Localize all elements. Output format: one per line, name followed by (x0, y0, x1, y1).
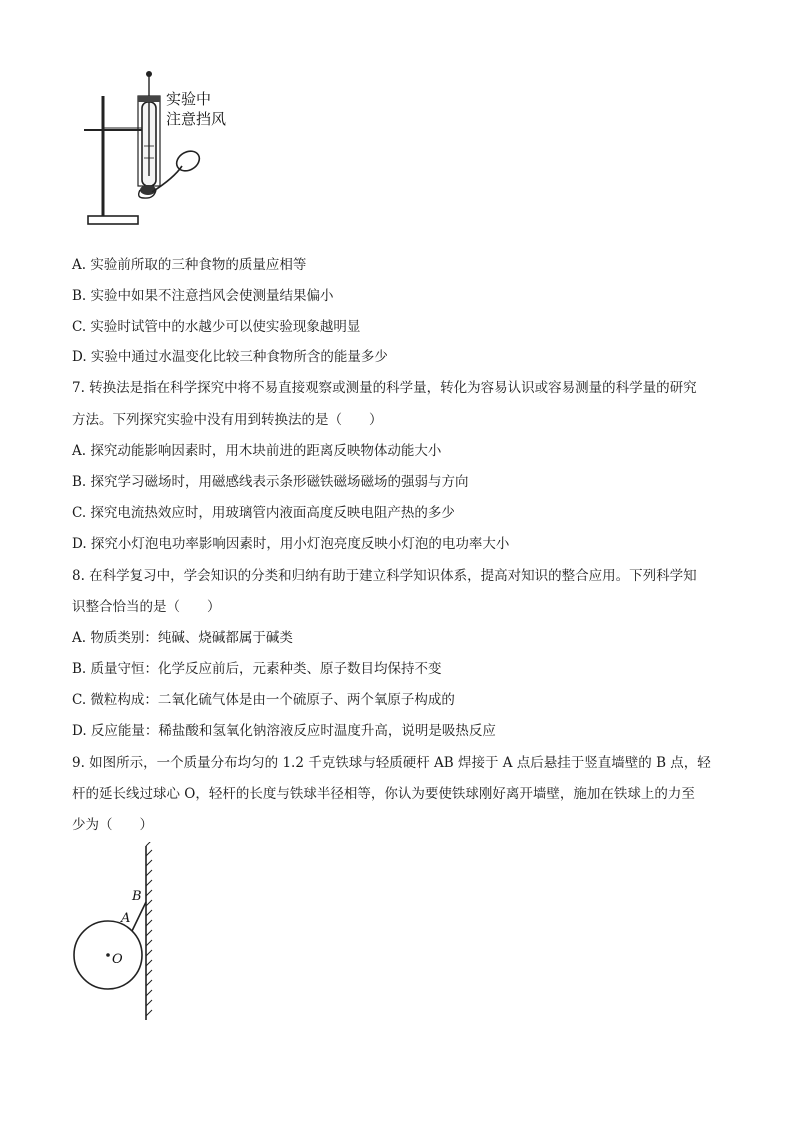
q7-option-c: C. 探究电流热效应时，用玻璃管内液面高度反映电阻产热的多少 (72, 505, 455, 521)
iron-ball-wall-figure (66, 842, 166, 1024)
q8-option-d: D. 反应能量：稀盐酸和氢氧化钠溶液反应时温度升高，说明是吸热反应 (72, 723, 496, 739)
q7-stem-line1: 7. 转换法是指在科学探究中将不易直接观察或测量的科学量，转化为容易认识或容易测量的科学量的研究 (72, 380, 697, 396)
label-b: B (132, 889, 142, 904)
q6-option-b: B. 实验中如果不注意挡风会使测量结果偏小 (72, 288, 334, 304)
q7-option-b: B. 探究学习磁场时，用磁感线表示条形磁铁磁场磁场的强弱与方向 (72, 474, 469, 490)
q7-stem-line2: 方法。下列探究实验中没有用到转换法的是（ ） (72, 412, 383, 428)
q9-stem-line2: 杆的延长线过球心 O，轻杆的长度与铁球半径相等，你认为要使铁球刚好离开墙壁，施加在铁球上的力至 (72, 786, 695, 802)
q9-stem-line3: 少为（ ） (72, 817, 153, 833)
q8-option-a: A. 物质类别：纯碱、烧碱都属于碱类 (72, 630, 293, 646)
q9-stem-line1: 9. 如图所示，一个质量分布均匀的 1.2 千克铁球与轻质硬杆 AB 焊接于 A 点后悬挂于竖直墙壁的 B 点，轻 (72, 755, 711, 771)
figure-caption-line2: 注意挡风 (166, 110, 227, 128)
experiment-apparatus-figure (78, 66, 248, 232)
q7-option-d: D. 探究小灯泡电功率影响因素时，用小灯泡亮度反映小灯泡的电功率大小 (72, 536, 510, 552)
q6-option-d: D. 实验中通过水温变化比较三种食物所含的能量多少 (72, 349, 388, 365)
q8-option-b: B. 质量守恒：化学反应前后，元素种类、原子数目均保持不变 (72, 661, 442, 677)
q6-option-a: A. 实验前所取的三种食物的质量应相等 (72, 257, 307, 273)
label-o: O (112, 952, 123, 967)
q8-option-c: C. 微粒构成：二氧化硫气体是由一个硫原子、两个氧原子构成的 (72, 692, 455, 708)
q7-option-a: A. 探究动能影响因素时，用木块前进的距离反映物体动能大小 (72, 443, 442, 459)
q6-option-c: C. 实验时试管中的水越少可以使实验现象越明显 (72, 319, 361, 335)
q8-stem-line1: 8. 在科学复习中，学会知识的分类和归纳有助于建立科学知识体系，提高对知识的整合应用。下列科学知 (72, 568, 697, 584)
q8-stem-line2: 识整合恰当的是（ ） (72, 599, 221, 615)
label-a: A (121, 911, 131, 926)
figure-caption-line1: 实验中 (166, 90, 212, 108)
